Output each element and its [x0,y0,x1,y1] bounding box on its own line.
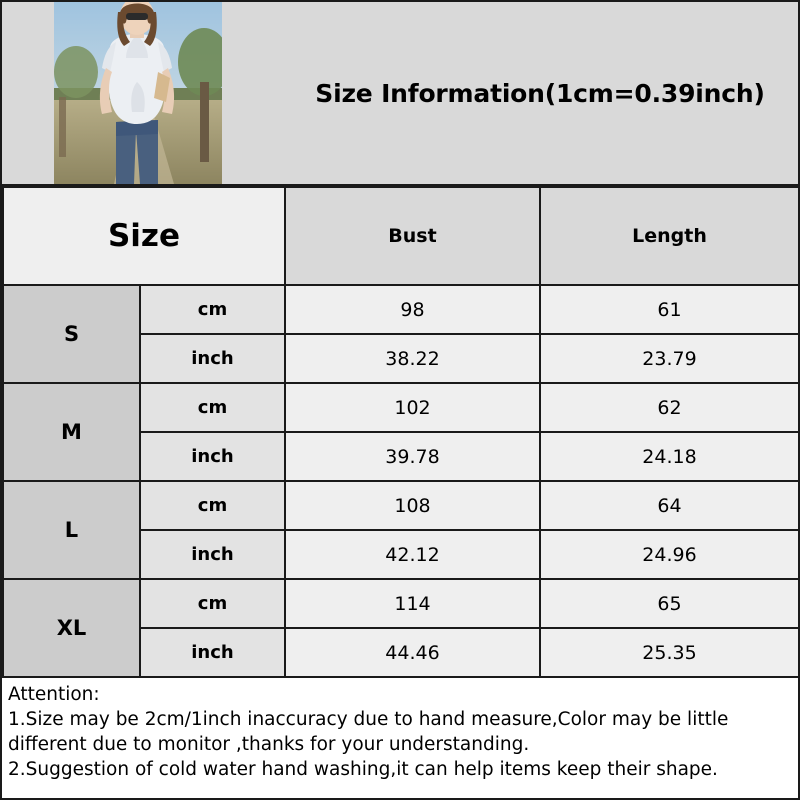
table-header [3,187,799,285]
cell-xl-inch-bust: 44.46 [285,628,540,677]
attention-note-2: 2.Suggestion of cold water hand washing,it can help items keep their shape. [8,759,718,780]
cell-xl-inch-length: 25.35 [540,628,799,677]
header-cell-length: Length [540,187,799,285]
attention-note-1-part-1: 1.Size may be 2cm/1inch inaccuracy due to hand measure,Color may be little [8,709,729,730]
unit-label-cm: cm [140,383,285,432]
cell-xl-cm-length: 65 [540,579,799,628]
product-photo [54,2,222,184]
attention-title: Attention: [8,684,100,705]
table-row [3,285,799,334]
size-label-s: S [3,285,140,383]
cell-m-inch-bust: 39.78 [285,432,540,481]
size-label-xl: XL [3,579,140,677]
unit-label-inch: inch [140,432,285,481]
unit-label-cm: cm [140,285,285,334]
table-row [3,481,799,530]
unit-label-inch: inch [140,530,285,579]
cell-m-inch-length: 24.18 [540,432,799,481]
unit-label-inch: inch [140,334,285,383]
unit-label-cm: cm [140,481,285,530]
table-row [3,579,799,628]
header-band [2,2,798,186]
product-photo-image [54,2,222,184]
cell-l-inch-length: 24.96 [540,530,799,579]
table-header-row [3,187,799,285]
size-table [2,186,800,678]
cell-l-inch-bust: 42.12 [285,530,540,579]
size-label-l: L [3,481,140,579]
cell-m-cm-length: 62 [540,383,799,432]
attention-block [2,678,798,798]
cell-l-cm-bust: 108 [285,481,540,530]
unit-label-inch: inch [140,628,285,677]
cell-l-cm-length: 64 [540,481,799,530]
cell-s-cm-bust: 98 [285,285,540,334]
unit-label-cm: cm [140,579,285,628]
attention-note-1-part-2: different due to monitor ,thanks for your understanding. [8,734,530,755]
cell-s-inch-bust: 38.22 [285,334,540,383]
header-cell-bust: Bust [285,187,540,285]
table-row [3,383,799,432]
page-title: Size Information(1cm=0.39inch) [315,78,765,108]
cell-s-cm-length: 61 [540,285,799,334]
cell-s-inch-length: 23.79 [540,334,799,383]
size-label-m: M [3,383,140,481]
cell-m-cm-bust: 102 [285,383,540,432]
header-cell-size: Size [3,187,285,285]
table-body [3,285,799,677]
cell-xl-cm-bust: 114 [285,579,540,628]
